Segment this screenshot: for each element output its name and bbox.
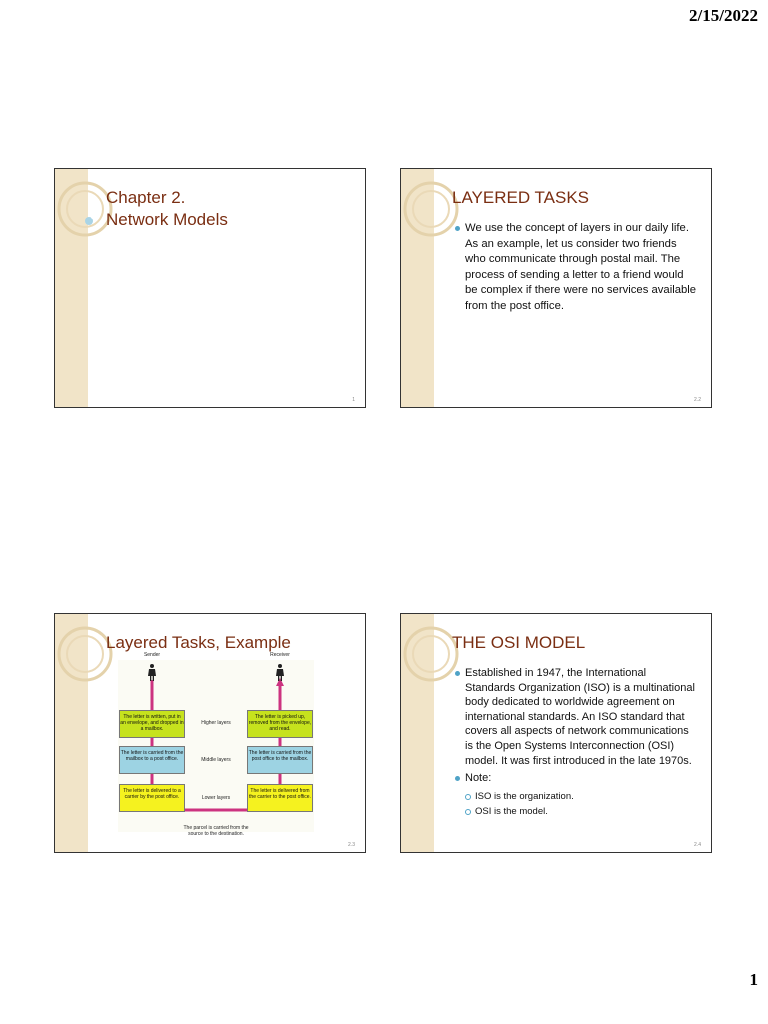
diagram-caption: The parcel is carried from the source to the destination. [183, 825, 249, 837]
receiver-lower-box: The letter is delivered from the carrier to the post office. [247, 784, 313, 812]
slide-title: Layered Tasks, Example [106, 633, 291, 652]
page-date: 2/15/2022 [689, 6, 758, 25]
bullet-item [455, 771, 697, 786]
receiver-higher-box: The letter is picked up, removed from the envelope, and read. [247, 710, 313, 738]
sender-lower-box: The letter is delivered to a carrier by the post office. [119, 784, 185, 812]
slide-number: 1 [352, 397, 355, 403]
slide-body [455, 221, 697, 318]
bullet-item [455, 666, 697, 768]
bullet-icon [455, 776, 460, 781]
bullet-text: We use the concept of layers in our daily life. As an example, let us consider two friends who communicate through postal mail. The process of sending a letter to a friend would be complex if there were no services available from the post office. [465, 222, 697, 312]
subbullet-icon [465, 809, 471, 815]
layer-label-higher: Higher layers [201, 720, 231, 726]
receiver-middle-box: The letter is carried from the post office to the mailbox. [247, 746, 313, 774]
layer-label-middle: Middle layers [201, 757, 231, 763]
slide-title: LAYERED TASKS [452, 188, 589, 207]
bullet-icon [455, 226, 460, 231]
subbullet-icon [465, 794, 471, 800]
slide-1 [54, 168, 366, 408]
receiver-label: Receiver [270, 652, 290, 658]
slide-3 [54, 613, 366, 853]
sender-higher-box: The letter is written, put in an envelope, and dropped in a mailbox. [119, 710, 185, 738]
bullet-text: Established in 1947, the International Standards Organization (ISO) is a multinational body dedicated to worldwide agreement on international standards. An ISO standard that covers all aspects of network communications is the Open Systems Interconnection (OSI) model. It was first introduced in the late 1970s. [465, 667, 695, 767]
layer-label-lower: Lower layers [201, 795, 231, 801]
subbullet-item [455, 804, 697, 819]
bullet-text: Note: [465, 772, 492, 785]
slide-decor-band [55, 614, 88, 852]
bullet-item [455, 221, 697, 315]
subbullet-text: ISO is the organization. [475, 790, 574, 802]
slide-number: 2.4 [694, 842, 701, 848]
subbullet-item [455, 789, 697, 804]
sender-middle-box: The letter is carried from the mailbox to a post office. [119, 746, 185, 774]
slide-title: Chapter 2. Network Models [106, 188, 228, 229]
postal-layers-diagram [118, 652, 314, 846]
slide-number: 2.3 [348, 842, 355, 848]
slide-decor-band [55, 169, 88, 407]
page-number: 1 [749, 970, 758, 989]
slide-decor-band [401, 614, 434, 852]
subbullet-text: OSI is the model. [475, 805, 548, 817]
bullet-icon [455, 671, 460, 676]
slide-number: 2.2 [694, 397, 701, 403]
slide-body [455, 666, 697, 819]
slide-title: THE OSI MODEL [452, 633, 586, 652]
sender-label: Sender [143, 652, 161, 658]
slide-decor-band [401, 169, 434, 407]
slide-2 [400, 168, 712, 408]
slide-4 [400, 613, 712, 853]
